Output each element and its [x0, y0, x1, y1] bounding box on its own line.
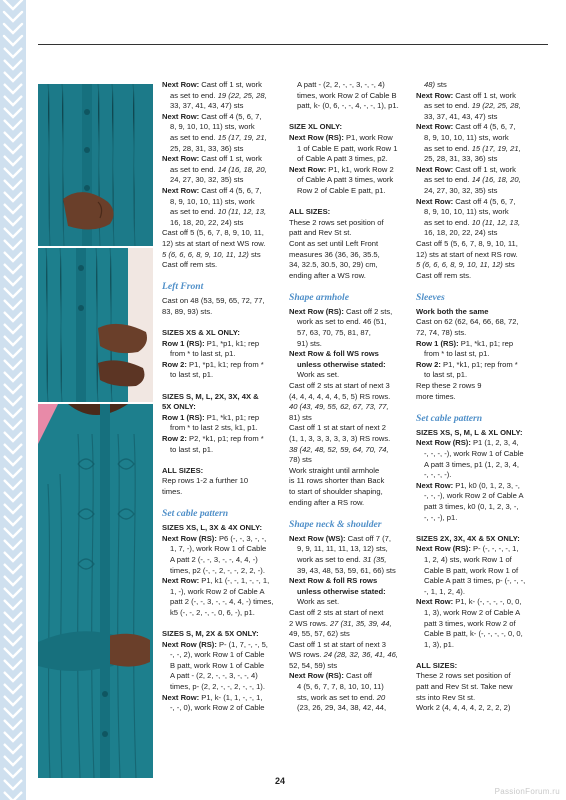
pattern-paragraph — [289, 381, 407, 423]
pattern-line: -, 1, 1, 2, 4). — [424, 586, 465, 596]
pattern-line: (4, 4, 4, 4, 4, 4, 5, 5) RS rows. — [289, 391, 391, 401]
section-heading: Shape neck & shoulder — [289, 518, 382, 530]
pattern-line: 16, 18, 20, 22, 24) sts — [170, 217, 244, 227]
pattern-line: Cast off rem sts. — [162, 260, 218, 270]
pattern-line: SIZES S, M, L, 2X, 3X, 4X & — [162, 391, 259, 401]
pattern-line: Cast off 5 (5, 6, 7, 8, 9, 10, 11, — [162, 228, 264, 238]
pattern-line: These 2 rows set position of — [416, 671, 511, 681]
pattern-line: 91) sts. — [297, 338, 322, 348]
pattern-line: Next Row: P1, k1, work Row 2 — [289, 164, 394, 174]
pattern-paragraph — [162, 296, 280, 317]
pattern-line: Next Row: Cast off 4 (5, 6, 7, — [162, 185, 262, 195]
pattern-line: Next Row: P1, k- (1, 1, -, -, 1, — [162, 692, 263, 702]
pattern-line: Next Row: Cast off 4 (5, 6, 7, — [162, 111, 262, 121]
pattern-line: SIZES 2X, 3X, 4X & 5X ONLY: — [416, 533, 520, 543]
cable-motif — [4, 48, 22, 93]
pattern-line: 8, 9, 10, 10, 11) sts, work — [424, 207, 509, 217]
pattern-line: to start of shoulder shaping, — [289, 486, 383, 496]
pattern-line: SIZES XS, S, M, L & XL ONLY: — [416, 427, 523, 437]
pattern-line: 83, 89, 93) sts. — [162, 306, 213, 316]
pattern-line: Row 1 (RS): P1, *p1, k1; rep — [162, 338, 260, 348]
pattern-paragraph — [289, 80, 407, 112]
site-watermark: PassionForum.ru — [494, 787, 560, 796]
pattern-line: 5X ONLY: — [162, 402, 196, 412]
pattern-line: Cast off 2 sts at start of next 3 — [289, 381, 390, 391]
pattern-line: 9, 9, 11, 11, 11, 13, 12) sts, — [297, 544, 388, 554]
cable-motif — [4, 624, 22, 669]
pattern-paragraph — [162, 80, 280, 112]
pattern-line: as set to end. 15 (17, 19, 21, — [424, 143, 521, 153]
pattern-line: -, -, -, -). — [424, 470, 452, 480]
pattern-line: of Cable A patt 3 times, work — [297, 175, 394, 185]
cable-motif — [4, 288, 22, 333]
pattern-line: These 2 rows set position of — [289, 217, 384, 227]
cable-motif — [4, 192, 22, 237]
pattern-line: Work straight until armhole — [289, 465, 380, 475]
pattern-paragraph — [289, 349, 407, 381]
pattern-paragraph — [416, 80, 538, 91]
pattern-line: 34, 32.5, 30.5, 30, 29) cm, — [289, 260, 378, 270]
pattern-line: as set to end. 19 (22, 25, 28, — [170, 90, 267, 100]
pattern-line: sts into Rev St st. — [416, 692, 476, 702]
pattern-line: 1, 2, 4) sts, work Row 1 of — [424, 554, 512, 564]
pattern-paragraph — [416, 544, 538, 597]
pattern-line: Next Row: Cast off 1 st, work — [162, 154, 262, 164]
pattern-paragraph — [162, 413, 280, 434]
cable-motif — [4, 144, 22, 189]
pattern-line: 2 WS rows. 27 (31, 35, 39, 44, — [289, 618, 392, 628]
pattern-paragraph — [289, 165, 407, 197]
pattern-line: to last st, p1. — [424, 370, 468, 380]
pattern-paragraph — [162, 629, 280, 640]
section-heading: Set cable pattern — [416, 412, 483, 424]
pattern-line: 5 (6, 6, 6, 8, 9, 10, 11, 12) sts — [162, 249, 261, 259]
pattern-line: Work as set. — [297, 370, 340, 380]
pattern-line: patt 3 times, k0 (0, 1, 2, 3, -, — [424, 501, 519, 511]
pattern-line: Next Row (RS): P1, work Row — [289, 132, 393, 142]
cable-motif — [4, 384, 22, 429]
pattern-line: ending after a RS row. — [289, 497, 365, 507]
pattern-paragraph — [289, 640, 407, 672]
pattern-line: 24, 27, 30, 32, 35) sts — [170, 175, 244, 185]
pattern-line: Row 2: P1, *p1, k1; rep from * — [162, 359, 264, 369]
pattern-line: 57, 63, 70, 75, 81, 87, — [297, 328, 371, 338]
text-column-1 — [162, 80, 280, 714]
pattern-line: patt and Rev St st. Take new — [416, 682, 513, 692]
pattern-paragraph — [162, 466, 280, 498]
photo-cardigan-full-body — [38, 404, 153, 778]
pattern-line: Next Row: Cast off 4 (5, 6, 7, — [416, 196, 516, 206]
pattern-line: 33, 37, 41, 43, 47) sts — [424, 111, 498, 121]
pattern-paragraph — [289, 133, 407, 165]
pattern-line: -, -, 2), work Row 1 of Cable — [170, 650, 265, 660]
pattern-paragraph — [162, 640, 280, 693]
pattern-line: 38 (42, 48, 52, 59, 64, 70, 74, — [289, 444, 389, 454]
pattern-line: to last st, p1. — [170, 370, 214, 380]
pattern-line: Cast off 1 st at start of next 2 — [289, 423, 386, 433]
pattern-line: 40 (43, 49, 55, 62, 67, 73, 77, — [289, 402, 389, 412]
pattern-paragraph — [289, 466, 407, 508]
section-heading: Sleeves — [416, 291, 445, 303]
pattern-line: 48) sts — [424, 80, 447, 89]
cable-motif — [4, 768, 22, 800]
pattern-paragraph — [289, 534, 407, 576]
cable-motif — [4, 528, 22, 573]
pattern-line: Next Row & foll WS rows — [289, 349, 379, 359]
cable-motif — [4, 96, 22, 141]
pattern-line: Row 2 of Cable E patt, p1. — [297, 185, 386, 195]
pattern-line: -, -, -), work Row 2 of Cable A — [424, 491, 524, 501]
cable-motif — [4, 672, 22, 717]
pattern-paragraph — [162, 360, 280, 381]
pattern-line: 25, 28, 31, 33, 36) sts — [424, 154, 498, 164]
pattern-line: Next Row: Cast off 1 st, work — [416, 164, 516, 174]
pattern-line: unless otherwise stated: — [297, 586, 386, 596]
pattern-line: A patt 3 times, p1 (1, 2, 3, 4, — [424, 459, 519, 469]
pattern-paragraph — [162, 576, 280, 618]
pattern-line: sts, work as set to end. 20 — [297, 692, 386, 702]
pattern-paragraph — [162, 186, 280, 228]
pattern-line: patt and Rev St st. — [289, 228, 352, 238]
pattern-line: k5 (-, -, 2, -, -, 0, 6, -), p1. — [170, 607, 255, 617]
pattern-line: patt, k- (0, 6, -, -, 4, -, -, 1), p1. — [297, 101, 399, 111]
page-number: 24 — [275, 776, 286, 786]
pattern-line: 24, 27, 30, 32, 35) sts — [424, 185, 498, 195]
pattern-line: (23, 26, 29, 34, 38, 42, 44, — [297, 703, 387, 713]
pattern-line: 5 (6, 6, 6, 8, 9, 10, 11, 12) sts — [416, 260, 515, 270]
pattern-paragraph — [416, 165, 538, 197]
pattern-line: A patt - (2, 2, -, -, 3, -, -, 4) — [297, 80, 385, 89]
pattern-line: SIZES S, M, 2X & 5X ONLY: — [162, 629, 259, 639]
pattern-line: measures 36 (36, 36, 35.5, — [289, 249, 380, 259]
pattern-paragraph — [289, 423, 407, 465]
pattern-line: ending after a WS row. — [289, 270, 366, 280]
pattern-line: 1, 3), p1. — [424, 639, 454, 649]
pattern-paragraph — [289, 307, 407, 349]
photo-cardigan-sleeve-buttons — [38, 84, 153, 246]
pattern-paragraph — [289, 576, 407, 608]
pattern-line: Next Row & foll RS rows — [289, 576, 378, 586]
pattern-line: 12) sts at start of next RS row. — [416, 249, 518, 259]
pattern-paragraph — [416, 91, 538, 123]
pattern-line: Work 2 (4, 4, 4, 4, 2, 2, 2, 2) — [416, 703, 511, 713]
pattern-paragraph — [289, 122, 407, 133]
pattern-paragraph — [416, 239, 538, 281]
pattern-line: 8, 9, 10, 10, 11) sts, work — [424, 132, 509, 142]
pattern-line: SIZES XS & XL ONLY: — [162, 328, 240, 338]
pattern-line: as set to end. 10 (11, 12, 13, — [170, 207, 267, 217]
pattern-paragraph — [416, 438, 538, 480]
cable-motif — [4, 480, 22, 525]
pattern-line: as set to end. 19 (22, 25, 28, — [424, 101, 521, 111]
pattern-line: (1, 1, 3, 3, 3, 3, 3, 3) RS rows. — [289, 434, 391, 443]
pattern-line: 16, 18, 20, 22, 24) sts — [424, 228, 498, 238]
pattern-paragraph — [289, 207, 407, 281]
pattern-line: ALL SIZES: — [416, 660, 458, 670]
pattern-line: Next Row: P1, k1 (-, -, 1, -, -, 1, — [162, 576, 270, 586]
pattern-paragraph — [162, 434, 280, 455]
pattern-paragraph — [416, 307, 538, 339]
pattern-paragraph — [416, 122, 538, 164]
pattern-line: Next Row (RS): P6 (-, -, 3, -, -, — [162, 533, 267, 543]
pattern-line: Next Row (RS): P- (1, 7, -, -, 5, — [162, 639, 268, 649]
pattern-paragraph — [162, 328, 280, 339]
pattern-line: WS rows. 24 (28, 32, 36, 41, 46, — [289, 650, 398, 660]
pattern-line: Next Row: P1, k0 (0, 1, 2, 3, -, — [416, 480, 520, 490]
pattern-line: is 11 rows shorter than Back — [289, 476, 385, 486]
pattern-line: Row 2: P1, *k1, p1; rep from * — [416, 359, 518, 369]
pattern-line: 25, 28, 31, 33, 36) sts — [170, 143, 244, 153]
pattern-line: as set to end. 10 (11, 12, 13, — [424, 217, 521, 227]
pattern-line: 49, 55, 57, 62) sts — [289, 629, 350, 639]
pattern-paragraph — [162, 112, 280, 154]
pattern-line: Cast on 48 (53, 59, 65, 72, 77, — [162, 296, 265, 306]
pattern-line: ALL SIZES: — [162, 465, 204, 475]
pattern-line: Cast off rem sts. — [416, 270, 472, 280]
pattern-line: Next Row (RS): P1 (1, 2, 3, 4, — [416, 438, 519, 448]
text-column-3 — [416, 80, 538, 714]
pattern-line: Cont as set until Left Front — [289, 238, 379, 248]
pattern-line: patt 3 times, work Row 2 of — [424, 618, 516, 628]
pattern-line: Row 2: P2, *k1, p1; rep from * — [162, 434, 264, 443]
pattern-paragraph — [416, 360, 538, 381]
cable-motif — [4, 720, 22, 765]
pattern-line: times. — [162, 486, 183, 496]
pattern-line: Next Row (RS): Cast off — [289, 671, 372, 681]
pattern-line: 1, 7, -), work Row 1 of Cable — [170, 544, 267, 554]
pattern-paragraph — [162, 392, 280, 413]
pattern-line: -, -, -, -), work Row 1 of Cable — [424, 449, 524, 458]
pattern-line: B patt, work Row 1 of Cable — [170, 660, 265, 670]
pattern-line: 52, 54, 59) sts — [289, 660, 338, 670]
pattern-line: 78) sts — [289, 455, 312, 465]
section-heading: Left Front — [162, 281, 204, 293]
pattern-line: 1 of Cable E patt, work Row 1 — [297, 143, 398, 153]
pattern-line: 12) sts at start of next WS row. — [162, 238, 266, 248]
pattern-line: A patt - (2, 2, -, -, 3, -, -, 4) — [170, 671, 258, 681]
pattern-line: 39, 43, 48, 53, 59, 61, 66) sts — [297, 565, 396, 575]
pattern-line: unless otherwise stated: — [297, 359, 386, 369]
cable-motif — [4, 240, 22, 285]
cable-motif — [4, 576, 22, 621]
pattern-line: Next Row (WS): Cast off 7 (7, — [289, 533, 391, 543]
pattern-line: Next Row (RS): Cast off 2 sts, — [289, 306, 393, 316]
pattern-line: 1, -), work Row 2 of Cable A — [170, 586, 265, 596]
pattern-line: Cast off 2 sts at start of next — [289, 607, 384, 617]
pattern-line: 8, 9, 10, 10, 11) sts, work — [170, 196, 255, 206]
pattern-paragraph — [162, 339, 280, 360]
pattern-line: 33, 37, 41, 43, 47) sts — [170, 101, 244, 111]
pattern-line: Next Row: Cast off 4 (5, 6, 7, — [416, 122, 516, 132]
pattern-line: Work as set. — [297, 597, 340, 607]
pattern-line: Cable B patt, work Row 1 of — [424, 565, 519, 575]
pattern-line: patt 2 (-, -, 3, -, -, 4, 4, -) times, — [170, 597, 274, 607]
section-heading: Shape armhole — [289, 291, 349, 303]
pattern-paragraph — [416, 597, 538, 650]
pattern-paragraph — [162, 228, 280, 270]
cable-motif — [4, 336, 22, 381]
pattern-paragraph — [162, 693, 280, 714]
pattern-line: SIZES XS, L, 3X & 4X ONLY: — [162, 523, 263, 533]
pattern-line: from * to last 2 sts, k1, p1. — [170, 423, 258, 433]
pattern-line: Cable A patt 3 times, p- (-, -, -, — [424, 576, 526, 586]
pattern-line: Next Row: Cast off 1 st, work — [416, 90, 516, 100]
pattern-line: -, -, -), p1. — [424, 512, 458, 522]
pattern-line: as set to end. 14 (16, 18, 20, — [424, 175, 521, 185]
pattern-paragraph — [289, 671, 407, 713]
pattern-paragraph — [162, 154, 280, 186]
pattern-line: -, -, 0), work Row 2 of Cable — [170, 703, 265, 713]
pattern-paragraph — [416, 381, 538, 402]
pattern-line: Work both the same — [416, 306, 489, 316]
pattern-paragraph — [162, 534, 280, 576]
pattern-line: Cast off 1 st at start of next 3 — [289, 639, 386, 649]
pattern-line: Cast off 5 (5, 6, 7, 8, 9, 10, 11, — [416, 238, 518, 248]
pattern-line: 1, 3), work Row 2 of Cable A — [424, 607, 521, 617]
pattern-line: from * to last st, p1. — [170, 349, 236, 359]
pattern-paragraph — [416, 197, 538, 239]
pattern-line: to last st, p1. — [170, 444, 214, 454]
pattern-line: of Cable A patt 3 times, p2. — [297, 154, 388, 164]
pattern-line: 81) sts — [289, 412, 312, 422]
pattern-line: times, p2 (-, -, 2, -, -, 2, 2, -). — [170, 565, 265, 575]
section-heading: Set cable pattern — [162, 508, 229, 520]
pattern-line: Row 1 (RS): P1, *k1, p1; rep — [416, 338, 514, 348]
pattern-line: as set to end. 14 (16, 18, 20, — [170, 164, 267, 174]
pattern-line: 4 (5, 6, 7, 7, 8, 10, 10, 11) — [297, 682, 384, 692]
pattern-line: ALL SIZES: — [289, 207, 331, 217]
top-rule — [38, 44, 548, 45]
pattern-line: work as set to end. 46 (51, — [297, 317, 387, 327]
pattern-line: times, p- (2, 2, -, -, 2, -, -, 1). — [170, 682, 265, 692]
pattern-line: Next Row: Cast off 1 st, work — [162, 80, 262, 89]
text-column-2 — [289, 80, 407, 714]
pattern-line: Cable B patt, k- (-, -, -, -, 0, 0, — [424, 629, 523, 639]
pattern-paragraph — [416, 428, 538, 439]
pattern-line: more times. — [416, 391, 456, 401]
pattern-line: A patt 2 (-, -, 3, -, -, 4, 4, -) — [170, 554, 258, 564]
pattern-line: 72, 74, 78) sts. — [416, 328, 467, 338]
pattern-line: Rep these 2 rows 9 — [416, 381, 482, 391]
pattern-paragraph — [162, 523, 280, 534]
photo-cardigan-hands-on-hips — [38, 248, 153, 402]
pattern-paragraph — [416, 661, 538, 714]
cable-motif — [4, 432, 22, 477]
cable-border-strip — [0, 0, 26, 800]
pattern-line: from * to last st, p1. — [424, 349, 490, 359]
pattern-paragraph — [416, 339, 538, 360]
pattern-line: Cast on 62 (62, 64, 66, 68, 72, — [416, 317, 519, 327]
pattern-line: as set to end. 15 (17, 19, 21, — [170, 132, 267, 142]
pattern-line: Next Row: P1, k- (-, -, -, -, 0, 0, — [416, 597, 522, 607]
pattern-line: times, work Row 2 of Cable B — [297, 90, 397, 100]
pattern-line: Row 1 (RS): P1, *k1, p1; rep — [162, 412, 260, 422]
pattern-paragraph — [416, 481, 538, 523]
pattern-line: Rep rows 1-2 a further 10 — [162, 476, 249, 486]
pattern-line: Next Row (RS): P- (-, -, -, -, 1, — [416, 544, 519, 554]
pattern-line: work as set to end. 31 (35, — [297, 554, 387, 564]
pattern-line: SIZE XL ONLY: — [289, 122, 343, 132]
pattern-paragraph — [416, 534, 538, 545]
pattern-line: 8, 9, 10, 10, 11) sts, work — [170, 122, 255, 132]
pattern-paragraph — [289, 608, 407, 640]
